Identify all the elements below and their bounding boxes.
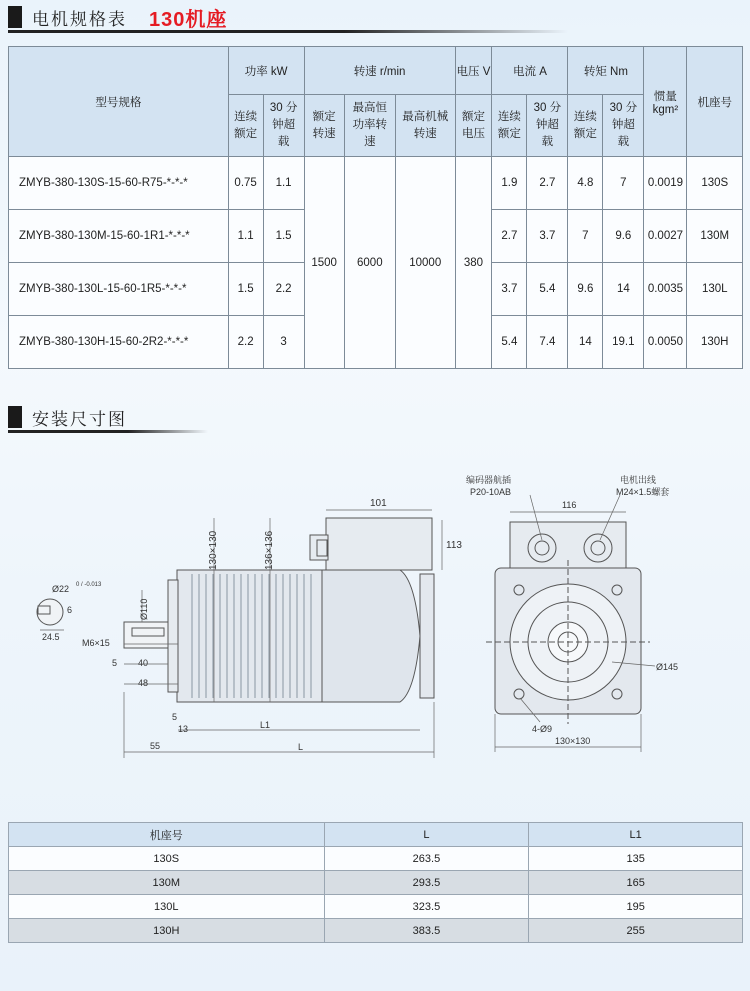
inertia-cell: 0.0019 (644, 157, 687, 210)
l-cell: 293.5 (324, 871, 529, 895)
frame-cell: 130H (687, 316, 743, 369)
frame-col-header: 机座号 (9, 823, 325, 847)
dim-136x136: 136×136 (264, 530, 275, 570)
model-cell: ZMYB-380-130L-15-60-1R5-*-*-* (9, 263, 229, 316)
power-30-cell: 1.1 (263, 157, 304, 210)
table-row (9, 919, 743, 943)
inertia-cell: 0.0035 (644, 263, 687, 316)
current-30-cell: 7.4 (527, 316, 568, 369)
current-30-cell: 5.4 (527, 263, 568, 316)
inertia-header: 惯量 kgm² (644, 47, 687, 157)
dim-40: 40 (138, 658, 149, 668)
l-cell: 383.5 (324, 919, 529, 943)
torque-30-cell: 9.6 (603, 210, 644, 263)
dim-key-6: 6 (67, 605, 73, 615)
spec-section-header (8, 4, 748, 30)
frame-subtitle: 130机座 (149, 8, 228, 31)
power-cont-cell: 1.5 (228, 263, 263, 316)
current-30-cell: 3.7 (527, 210, 568, 263)
speed-header: 转速 r/min (304, 47, 455, 95)
l1-cell: 255 (529, 919, 743, 943)
inertia-cell: 0.0027 (644, 210, 687, 263)
torque-cont-cell: 7 (568, 210, 603, 263)
dim-110: Ø110 (139, 598, 149, 620)
dimension-table (8, 822, 743, 943)
model-cell: ZMYB-380-130S-15-60-R75-*-*-* (9, 157, 229, 210)
dim-l1-label: L1 (260, 720, 271, 730)
torque-header: 转矩 Nm (568, 47, 644, 95)
current-30-cell: 2.7 (527, 157, 568, 210)
encoder-spec: P20-10AB (470, 487, 512, 497)
l-cell: 263.5 (324, 847, 529, 871)
l1-cell: 165 (529, 871, 743, 895)
frame-cell: 130L (9, 895, 325, 919)
voltage-header: 电压 V (455, 47, 492, 95)
encoder-label: 编码器航插 (466, 475, 512, 485)
current-cont-cell: 5.4 (492, 316, 527, 369)
dim-5-flange: 5 (172, 712, 178, 722)
current-cont-header: 连续额定 (492, 95, 527, 157)
spec-table (8, 46, 743, 369)
power-cont-cell: 1.1 (228, 210, 263, 263)
current-cont-cell: 3.7 (492, 263, 527, 316)
dim-145: Ø145 (656, 662, 679, 672)
voltage-cell: 380 (455, 157, 492, 369)
cable-label: 电机出线 (620, 475, 657, 485)
frame-cell: 130L (687, 263, 743, 316)
drawing-section-title: 安装尺寸图 (32, 409, 127, 429)
speed-rated-cell: 1500 (304, 157, 344, 369)
power-cont-header: 连续额定 (228, 95, 263, 157)
current-header: 电流 A (492, 47, 568, 95)
section-marker (8, 406, 22, 428)
dim-shaft-diameter: Ø22 (52, 584, 70, 594)
spec-section-title: 电机规格表 (32, 9, 127, 29)
table-row (9, 871, 743, 895)
power-30-cell: 1.5 (263, 210, 304, 263)
dim-48: 48 (138, 678, 149, 688)
dim-13: 13 (178, 724, 189, 734)
torque-30-header: 30 分钟超载 (603, 95, 644, 157)
header-rule (8, 30, 568, 33)
table-row (9, 895, 743, 919)
inertia-cell: 0.0050 (644, 316, 687, 369)
power-30-header: 30 分钟超载 (263, 95, 304, 157)
power-30-cell: 3 (263, 316, 304, 369)
voltage-rated-header: 额定电压 (455, 95, 492, 157)
section-marker (8, 6, 22, 28)
power-header: 功率 kW (228, 47, 304, 95)
torque-cont-cell: 4.8 (568, 157, 603, 210)
cable-spec: M24×1.5螺套 (616, 487, 670, 497)
dim-116: 116 (562, 500, 577, 510)
current-cont-cell: 2.7 (492, 210, 527, 263)
header-rule (8, 430, 208, 433)
current-cont-cell: 1.9 (492, 157, 527, 210)
installation-drawing (0, 440, 750, 770)
torque-cont-header: 连续额定 (568, 95, 603, 157)
dim-l-label: L (298, 742, 304, 752)
frame-cell: 130H (9, 919, 325, 943)
l1-col-header: L1 (529, 823, 743, 847)
dim-m6: M6×15 (82, 638, 110, 648)
model-header: 型号规格 (9, 47, 229, 157)
frame-cell: 130M (9, 871, 325, 895)
dim-130x130-side: 130×130 (208, 530, 219, 570)
speed-mech-header: 最高机械转速 (395, 95, 455, 157)
dim-24-5: 24.5 (42, 632, 60, 642)
drawing-section-header (8, 404, 748, 430)
dim-55: 55 (150, 741, 161, 751)
torque-cont-cell: 14 (568, 316, 603, 369)
speed-const-cell: 6000 (344, 157, 395, 369)
dim-front-130x130: 130×130 (555, 736, 591, 746)
model-cell: ZMYB-380-130H-15-60-2R2-*-*-* (9, 316, 229, 369)
model-cell: ZMYB-380-130M-15-60-1R1-*-*-* (9, 210, 229, 263)
dim-101: 101 (370, 498, 387, 509)
frame-cell: 130S (9, 847, 325, 871)
table-row (9, 157, 743, 210)
torque-30-cell: 14 (603, 263, 644, 316)
speed-rated-header: 额定转速 (304, 95, 344, 157)
l1-cell: 135 (529, 847, 743, 871)
dim-mount-holes: 4-Ø9 (532, 724, 553, 734)
torque-30-cell: 7 (603, 157, 644, 210)
speed-const-header: 最高恒功率转速 (344, 95, 395, 157)
current-30-header: 30 分钟超载 (527, 95, 568, 157)
speed-mech-cell: 10000 (395, 157, 455, 369)
dim-shaft-tolerance: 0 / -0.013 (76, 582, 102, 588)
power-cont-cell: 0.75 (228, 157, 263, 210)
power-cont-cell: 2.2 (228, 316, 263, 369)
torque-30-cell: 19.1 (603, 316, 644, 369)
l-cell: 323.5 (324, 895, 529, 919)
frame-cell: 130M (687, 210, 743, 263)
power-30-cell: 2.2 (263, 263, 304, 316)
frame-header: 机座号 (687, 47, 743, 157)
torque-cont-cell: 9.6 (568, 263, 603, 316)
table-row (9, 847, 743, 871)
l1-cell: 195 (529, 895, 743, 919)
l-col-header: L (324, 823, 529, 847)
dim-5-left: 5 (112, 658, 118, 668)
frame-cell: 130S (687, 157, 743, 210)
dim-113: 113 (446, 540, 462, 551)
